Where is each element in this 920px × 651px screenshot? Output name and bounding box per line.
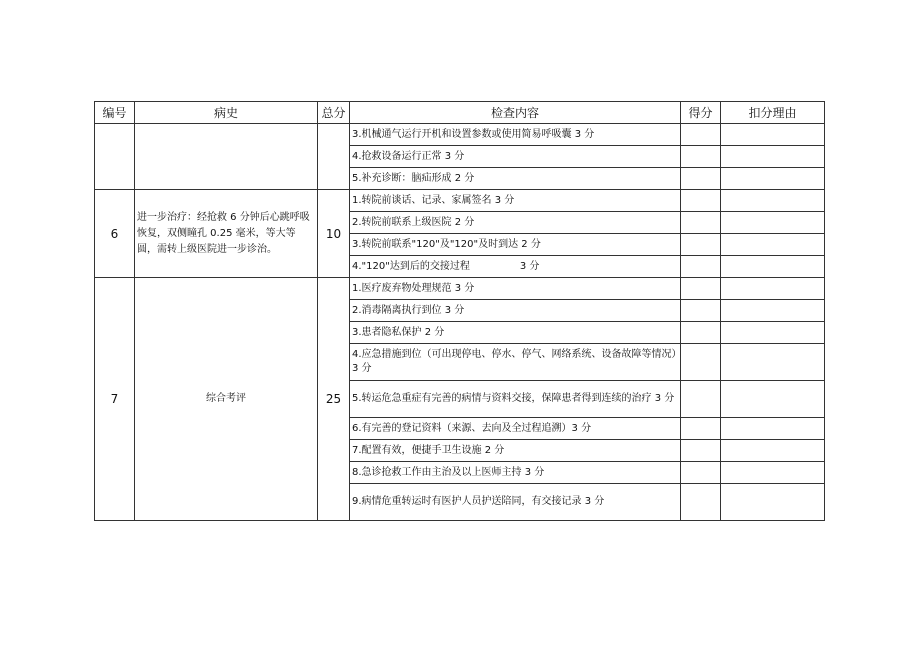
check-item: 5.转运危急重症有完善的病情与资料交接，保障患者得到连续的治疗 3 分 [350, 381, 681, 418]
score-cell[interactable] [681, 462, 721, 484]
score-cell[interactable] [681, 124, 721, 146]
score-cell[interactable] [681, 418, 721, 440]
reason-cell[interactable] [721, 168, 825, 190]
check-item: 3.患者隐私保护 2 分 [350, 322, 681, 344]
reason-cell[interactable] [721, 212, 825, 234]
reason-cell[interactable] [721, 462, 825, 484]
reason-cell[interactable] [721, 146, 825, 168]
score-cell[interactable] [681, 440, 721, 462]
check-item: 7.配置有效，便捷手卫生设施 2 分 [350, 440, 681, 462]
check-item: 2.消毒隔离执行到位 3 分 [350, 300, 681, 322]
group-7-number: 7 [95, 278, 135, 521]
table-row [95, 278, 825, 300]
group-6-total: 10 [318, 190, 350, 278]
score-table [94, 101, 825, 521]
check-item: 4.应急措施到位（可出现停电、停水、停气、网络系统、设备故障等情况）3 分 [350, 344, 681, 381]
check-item: 4.抢救设备运行正常 3 分 [350, 146, 681, 168]
reason-cell[interactable] [721, 124, 825, 146]
check-item: 1.转院前谈话、记录、家属签名 3 分 [350, 190, 681, 212]
header-number: 编号 [95, 102, 135, 124]
reason-cell[interactable] [721, 344, 825, 381]
score-cell[interactable] [681, 484, 721, 521]
score-cell[interactable] [681, 278, 721, 300]
reason-cell[interactable] [721, 484, 825, 521]
reason-cell[interactable] [721, 300, 825, 322]
table-row [95, 124, 825, 146]
group-6-number: 6 [95, 190, 135, 278]
reason-cell[interactable] [721, 256, 825, 278]
header-score: 得分 [681, 102, 721, 124]
group-top-history [135, 124, 318, 190]
score-cell[interactable] [681, 344, 721, 381]
header-reason: 扣分理由 [721, 102, 825, 124]
table-row [95, 190, 825, 212]
header-content: 检查内容 [350, 102, 681, 124]
check-item: 9.病情危重转运时有医护人员护送陪同，有交接记录 3 分 [350, 484, 681, 521]
header-row [95, 102, 825, 124]
reason-cell[interactable] [721, 234, 825, 256]
reason-cell[interactable] [721, 322, 825, 344]
check-item: 3.转院前联系"120"及"120"及时到达 2 分 [350, 234, 681, 256]
group-7-history: 综合考评 [135, 278, 318, 521]
check-item: 5.补充诊断：脑疝形成 2 分 [350, 168, 681, 190]
reason-cell[interactable] [721, 190, 825, 212]
score-cell[interactable] [681, 168, 721, 190]
score-cell[interactable] [681, 322, 721, 344]
header-total: 总分 [318, 102, 350, 124]
score-cell[interactable] [681, 190, 721, 212]
check-item: 6.有完善的登记资料（来源、去向及全过程追溯）3 分 [350, 418, 681, 440]
check-item: 8.急诊抢救工作由主治及以上医师主持 3 分 [350, 462, 681, 484]
check-item: 4."120"达到后的交接过程 3 分 [350, 256, 681, 278]
group-top-total [318, 124, 350, 190]
header-history: 病史 [135, 102, 318, 124]
reason-cell[interactable] [721, 418, 825, 440]
reason-cell[interactable] [721, 440, 825, 462]
score-cell[interactable] [681, 234, 721, 256]
group-6-history: 进一步治疗：经抢救 6 分钟后心跳呼吸恢复，双侧瞳孔 0.25 毫米，等大等圆，需转上级医院进一步诊治。 [135, 190, 318, 278]
group-7-total: 25 [318, 278, 350, 521]
score-cell[interactable] [681, 381, 721, 418]
reason-cell[interactable] [721, 381, 825, 418]
score-cell[interactable] [681, 300, 721, 322]
reason-cell[interactable] [721, 278, 825, 300]
check-item: 1.医疗废弃物处理规范 3 分 [350, 278, 681, 300]
check-item: 3.机械通气运行开机和设置参数或使用简易呼吸囊 3 分 [350, 124, 681, 146]
score-cell[interactable] [681, 146, 721, 168]
group-top-number [95, 124, 135, 190]
score-cell[interactable] [681, 256, 721, 278]
score-cell[interactable] [681, 212, 721, 234]
check-item: 2.转院前联系上级医院 2 分 [350, 212, 681, 234]
